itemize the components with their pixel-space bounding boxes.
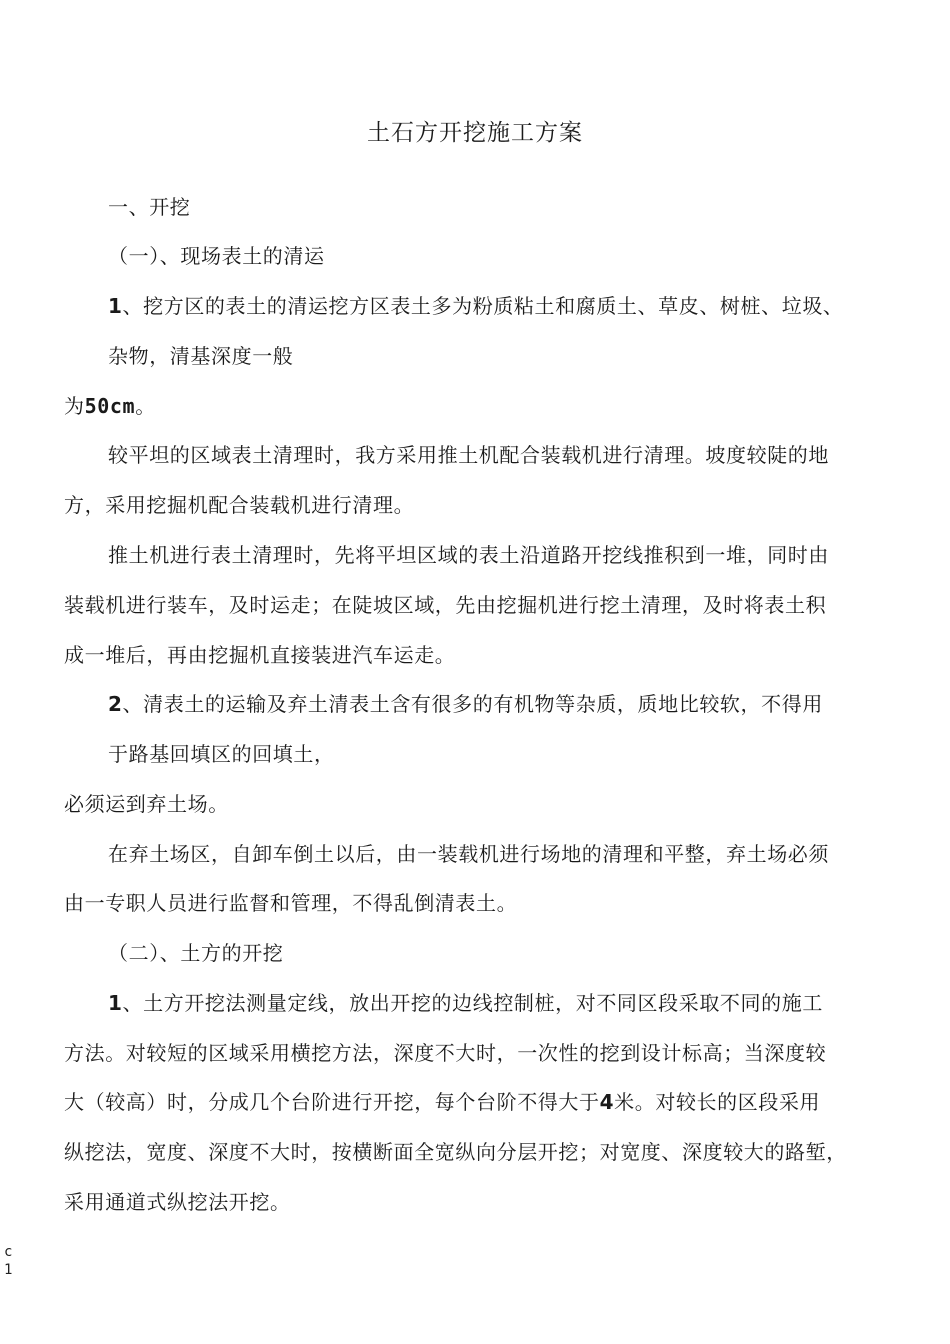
item-number: 1 xyxy=(108,294,123,318)
item-number: 2 xyxy=(108,692,123,716)
paragraph-line xyxy=(64,1087,820,1117)
section-heading: 一、开挖 xyxy=(108,195,191,219)
subsection-title: （一）、现场表土的清运 xyxy=(108,244,325,268)
paragraph-line: 于路基回填区的回填土， xyxy=(108,742,335,766)
paragraph-text: 米。对较长的区段采用 xyxy=(614,1090,821,1114)
paragraph-text: 、挖方区的表土的清运挖方区表土多为粉质粘土和腐质土、草皮、树桩、垃圾、 xyxy=(122,294,844,318)
margin-mark: 1 xyxy=(4,1262,13,1278)
paragraph-text: 。 xyxy=(135,394,156,418)
paragraph-line xyxy=(108,291,844,321)
paragraph-line xyxy=(108,988,823,1018)
paragraph-text: 大（较高）时，分成几个台阶进行开挖，每个台阶不得大于 xyxy=(64,1090,600,1114)
paragraph-text: 、土方开挖法测量定线，放出开挖的边线控制桩，对不同区段采取不同的施工 xyxy=(122,991,823,1015)
paragraph-line: 杂物，清基深度一般 xyxy=(108,344,294,368)
paragraph-line: 方法。对较短的区域采用横挖方法，深度不大时，一次性的挖到设计标高；当深度较 xyxy=(64,1041,827,1065)
item-number: 1 xyxy=(108,991,123,1015)
paragraph-line: 方，采用挖掘机配合装载机进行清理。 xyxy=(64,493,415,517)
paragraph-text: 为 xyxy=(64,394,85,418)
paragraph-line: 成一堆后，再由挖掘机直接装进汽车运走。 xyxy=(64,643,456,667)
paragraph-line xyxy=(108,689,823,719)
paragraph-text: 、清表土的运输及弃土清表土含有很多的有机物等杂质，质地比较软，不得用 xyxy=(122,692,823,716)
step-height-value: 4 xyxy=(599,1090,615,1114)
paragraph-line: 装载机进行装车，及时运走；在陡坡区域，先由挖掘机进行挖土清理，及时将表土积 xyxy=(64,593,827,617)
paragraph-line: 推土机进行表土清理时，先将平坦区域的表土沿道路开挖线推积到一堆，同时由 xyxy=(108,543,829,567)
paragraph-line: 在弃土场区，自卸车倒土以后，由一装载机进行场地的清理和平整，弃土场必须 xyxy=(108,842,829,866)
document-title: 土石方开挖施工方案 xyxy=(367,120,583,146)
paragraph-line xyxy=(64,391,156,421)
paragraph-line: 较平坦的区域表土清理时，我方采用推土机配合装载机进行清理。坡度较陡的地 xyxy=(108,443,829,467)
paragraph-line: 由一专职人员进行监督和管理，不得乱倒清表土。 xyxy=(64,891,518,915)
paragraph-line: 必须运到弃土场。 xyxy=(64,792,229,816)
margin-mark: c xyxy=(4,1244,13,1260)
paragraph-line: 采用通道式纵挖法开挖。 xyxy=(64,1190,291,1214)
subsection-title: （二）、土方的开挖 xyxy=(108,941,284,965)
paragraph-line: 纵挖法，宽度、深度不大时，按横断面全宽纵向分层开挖；对宽度、深度较大的路堑， xyxy=(64,1140,847,1164)
depth-value: 50cm xyxy=(84,394,136,418)
